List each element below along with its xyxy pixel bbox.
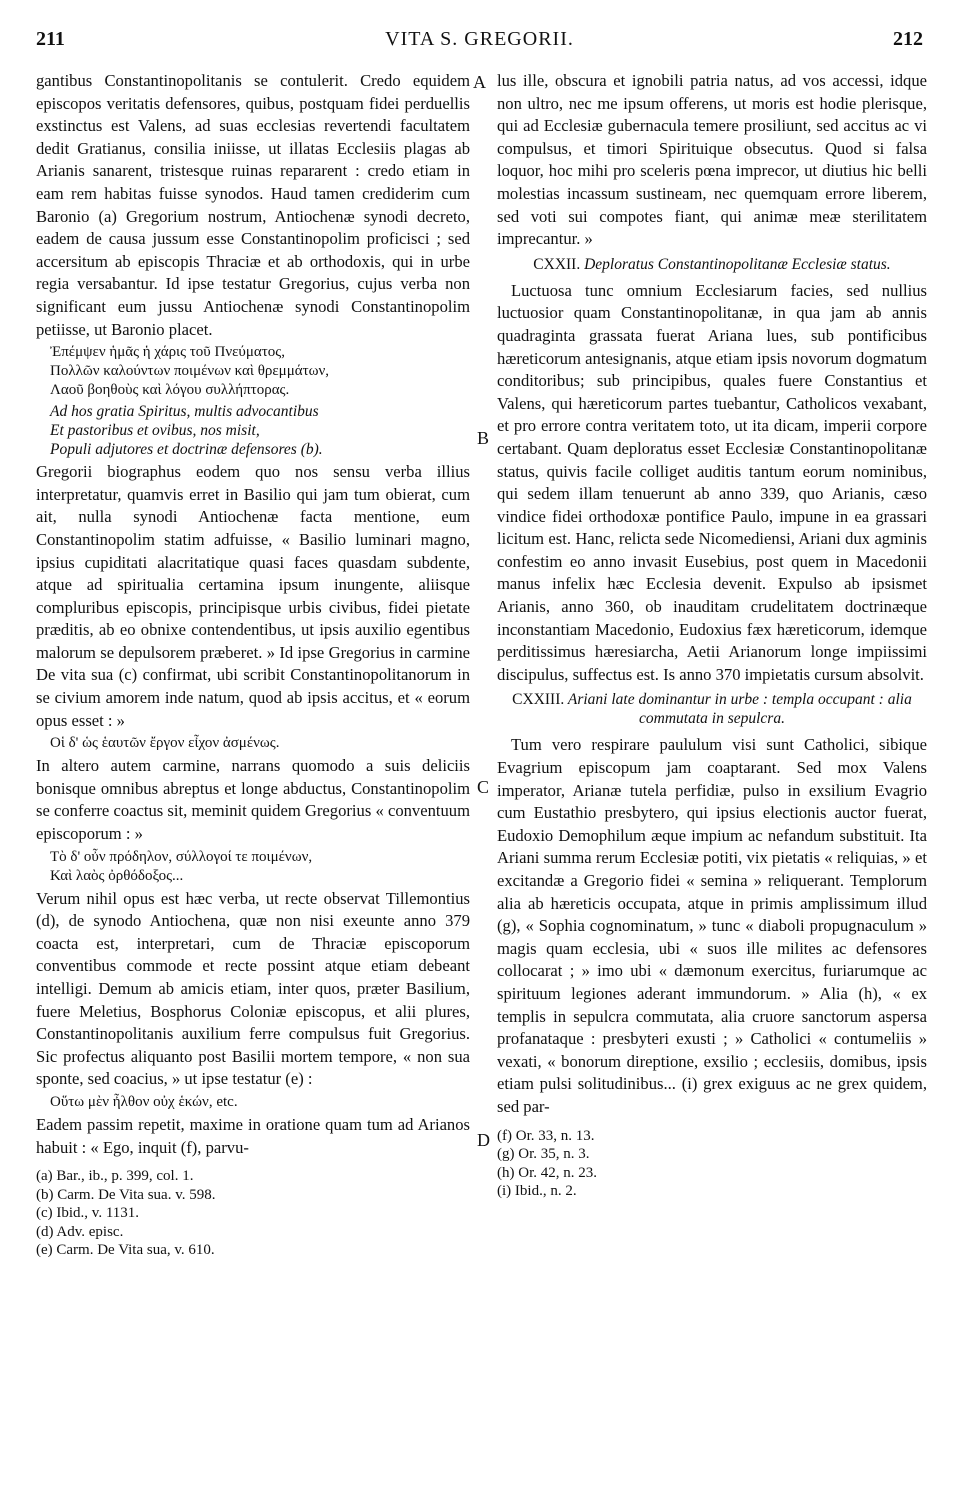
right-paragraph-2: Luctuosa tunc omnium Ecclesiarum facies, sed nullius luctuosior quam Constantinopolitanæ, in qua jam ab annis quadraginta grassata fuerat Ariana lues, sub pontificibus hæreticorum antesignanis, atque etiam ipsis novorum dogmatum conditoribus; sub principibus, quales fuere Constantius et Valens, qui hæreticorum partes tuebantur, Catholicos vexabant, et pro errore contra veritatem toto, ut ita dicam, imperii corpore certabant. Quam deploratus esset Ecclesiæ Constantinopolitanæ status, quivis facile colliget auditis tantum eorum nominibus, qui sedem illam tenuerunt ab anno 339, quo Arianis, cæso vindice fidei orthodoxæ pontifice Paulo, impune in ea grassari licitum est. Hanc, relicta sede Nicomediensi, Ariani dux agminis confestim eo anno invasit Eusebius, post quem in Macedonii manus infelix hæc Ecclesia devenit. Expulso ab ipsismet Arianis, anno 360, ob inauditam crudelitatem doctrinæque inconstantiam Macedonio, Eudoxius fæx hæreticorum, idemque perditissimus hæresiarcha, Aetii Arianorum longe impiissimi discipulus, suffectus est. Is anno 370 impietatis cursum absolvit. — [497, 280, 927, 684]
margin-marker-c: C — [477, 777, 490, 797]
footnote-c: (c) Ibid., v. 1131. — [36, 1205, 140, 1222]
footnote-f: (f) Or. 33, n. 13. — [497, 1127, 595, 1144]
left-paragraph-4: Verum nihil opus est hæc verba, ut recte observat Tillemontius (d), de synodo Antiochena, quæ non nisi exeunte anno 379 coacta est, interpretari, cum de Thraciæ episcoporum conventibus commode et recte possint atque etiam debeant intelligi. Demum ab amicis etiam, inter quos, præter Basilium, fuere Meletius, Bosphorus Coloniæ episcopus, et alii plures, Constantinopolitanis auxilium ferre compulsus fuit Gregorius. Sic profectus aliquanto post Basilii mortem tempore, « non sua sponte, sed coacius, » ut ipse testatur (e) : — [36, 888, 470, 1089]
running-title: VITA S. GREGORII. — [385, 28, 574, 50]
section-number: CXXII. — [533, 255, 581, 273]
page-number-left: 211 — [36, 28, 65, 50]
footnote-a: (a) Bar., ib., p. 399, col. 1. — [36, 1168, 194, 1185]
page-header — [36, 28, 923, 58]
section-title: Deploratus Constantinopolitanæ Ecclesiæ status. — [584, 255, 891, 273]
greek-verse-3: Τὸ δ' οὖν πρόδηλον, σύλλογοί τε ποιμένων, Καὶ λαὸς ὀρθόδοξος... — [50, 848, 313, 884]
left-paragraph-3: In altero autem carmine, narrans quomodo a suis deliciis bonisque omnibus abreptus et longe abductus, Constantinopolim se conferre coactus sit, meminit quidem Gregorius « conventuum episcoporum : » — [36, 756, 470, 844]
left-paragraph-5: Eadem passim repetit, maxime in oratione quam tum ad Arianos habuit : « Ego, inquit (f), parvu- — [36, 1114, 470, 1157]
greek-verse-2: Οἱ δ' ὡς ἑαυτῶν ἔργον εἶχον ἀσμένως. — [50, 735, 280, 752]
page-number-right: 212 — [893, 28, 923, 50]
greek-verse-1: Ἐπέμψεν ἡμᾶς ἡ χάρις τοῦ Πνεύματος, Πολλῶν καλούντων ποιμένων καὶ θρεμμάτων, Λαοῦ βοηθοὺς καὶ λόγου συλλήπτορας. — [50, 344, 330, 399]
left-footnotes — [36, 1167, 470, 1260]
margin-marker-a: A — [473, 72, 486, 92]
section-number: CXXIII. — [512, 691, 565, 709]
footnote-b: (b) Carm. De Vita sua. v. 598. — [36, 1186, 216, 1203]
right-paragraph-1: lus ille, obscura et ignobili patria natus, ad vos accessi, idque non ultro, nec me ipsum offerens, ut moris est hodie plerisque, qui ad Ecclesiæ gubernacula temere prosiliunt, sed accitus ac vi compulsus, et timori Spirituique obsecutus. Quod si falsa loquor, hoc mihi pro sceleris pœna imprecor, ut diutius hic belli molestias incassum sustineam, nec quemquam errore liberem, sed voti sui compotes fiant, qui animæ meæ sterilitatem imprecantur. » — [497, 71, 927, 249]
margin-marker-b: B — [477, 428, 490, 448]
left-paragraph-2: Gregorii biographus eodem quo nos sensu verba illius interpretatur, quamvis erret in Basilio qui jam tum obierat, cum ait, nulla synodi Antiochenæ facta mentione, eum Constantinopolim statim adfuisse, « Basilio luminari magno, ipsius cupiditati alacritatique quasi faces quasdam subdente, atque ad spiritualia certamina ipsum inungente, aliisque compluribus episcopis, principisque urbis civibus, fidei pietate præditis, ab eo obnixe contendentibus, ut ipsis auxilio egentibus malorum se depulsorem præberet. » Id ipse Gregorius in carmine De vita sua (c) confirmat, ubi scribit Constantinopolitanorum in se civium amorem inde natum, quod ab ipsis accitus, et « eorum opus esset : » — [36, 462, 470, 730]
right-column — [497, 70, 927, 1201]
right-paragraph-3: Tum vero respirare paululum visi sunt Catholici, sibique Evagrium episcopum jam coaptarant. Sed mox Valens imperator, Arianæ tutela perfidiæ, pulso in exsilium Evagrio cum Eustathio presbytero, qui ipsius electionis auctor fuerat, Eudoxio Demophilum æque impium ac nefandum substituit. Ita Ariani summa rerum Ecclesiæ potiti, vix pietatis « reliquias, » et excitandæ a Gregorio fidei « semina » reliquerant. Templorum alia ab hæreticis occupata, atque in primis amplissimum illud (g), « Sophia cognominatum, » tunc « diaboli propugnaculum » magis quam ecclesia, ubi « suos ille milites ac defensores collocarat ; » imo ubi « dæmonum exercitus, furiarumque ac spirituum legiones aderant immundorum. » Alia (h), « ex templis in sepulcra commutata, alia cruore sanctorum aspersa profanataque : presbyteri exusti ; » Catholici « contumeliis » vexati, « bonorum direptione, exsilio ; ecclesiis, domibus, ipsis etiam pulsi solitudinibus... (i) grex exiguus ac ne grex quidem, sed par- — [497, 735, 927, 1116]
latin-verse-1: Ad hos gratia Spiritus, multis advocantibus Et pastoribus et ovibus, nos misit, Populi adjutores et doctrinæ defensores (b). — [50, 403, 323, 459]
left-paragraph-1: gantibus Constantinopolitanis se contulerit. Credo equidem episcopos veritatis defensores, quibus, postquam fidei perduellis exstinctus est Valens, ad suas ecclesias revertendi facultatem dedit Gratianus, consilia iniisse, ut illatas Ecclesiis plagas ab Arianis sanarent, tristesque ruinas repararent : credo etiam in eam rem habitas fuisse synodos. Haud tamen crediderim cum Baronio (a) Gregorium nostrum, Antiochenæ synodi decreto, eadem de causa jussum esse Constantinopolim proficisci ; sed accersitum ab episcopis Thraciæ et ab orthodoxis, qui in urbe regia versabantur. Id ipse testatur Gregorius, cujus verba non significant eum jussu Antiochenæ synodi Constantinopolim petiisse, ut Baronio placet. — [36, 71, 470, 339]
footnote-d: (d) Adv. episc. — [36, 1223, 124, 1240]
left-column — [36, 70, 470, 1260]
footnote-i: (i) Ibid., n. 2. — [497, 1183, 577, 1200]
section-title: Ariani late dominantur in urbe : templa occupant : alia commutata in sepulcra. — [567, 691, 912, 728]
footnote-h: (h) Or. 42, n. 23. — [497, 1164, 597, 1181]
margin-marker-d: D — [477, 1130, 490, 1150]
section-heading-cxxii — [497, 255, 927, 274]
footnote-g: (g) Or. 35, n. 3. — [497, 1146, 590, 1163]
section-heading-cxxiii — [497, 690, 927, 728]
right-footnotes — [497, 1127, 927, 1201]
footnote-e: (e) Carm. De Vita sua, v. 610. — [36, 1242, 215, 1259]
greek-verse-4: Οὕτω μὲν ἦλθον οὐχ ἑκών, etc. — [50, 1093, 238, 1110]
